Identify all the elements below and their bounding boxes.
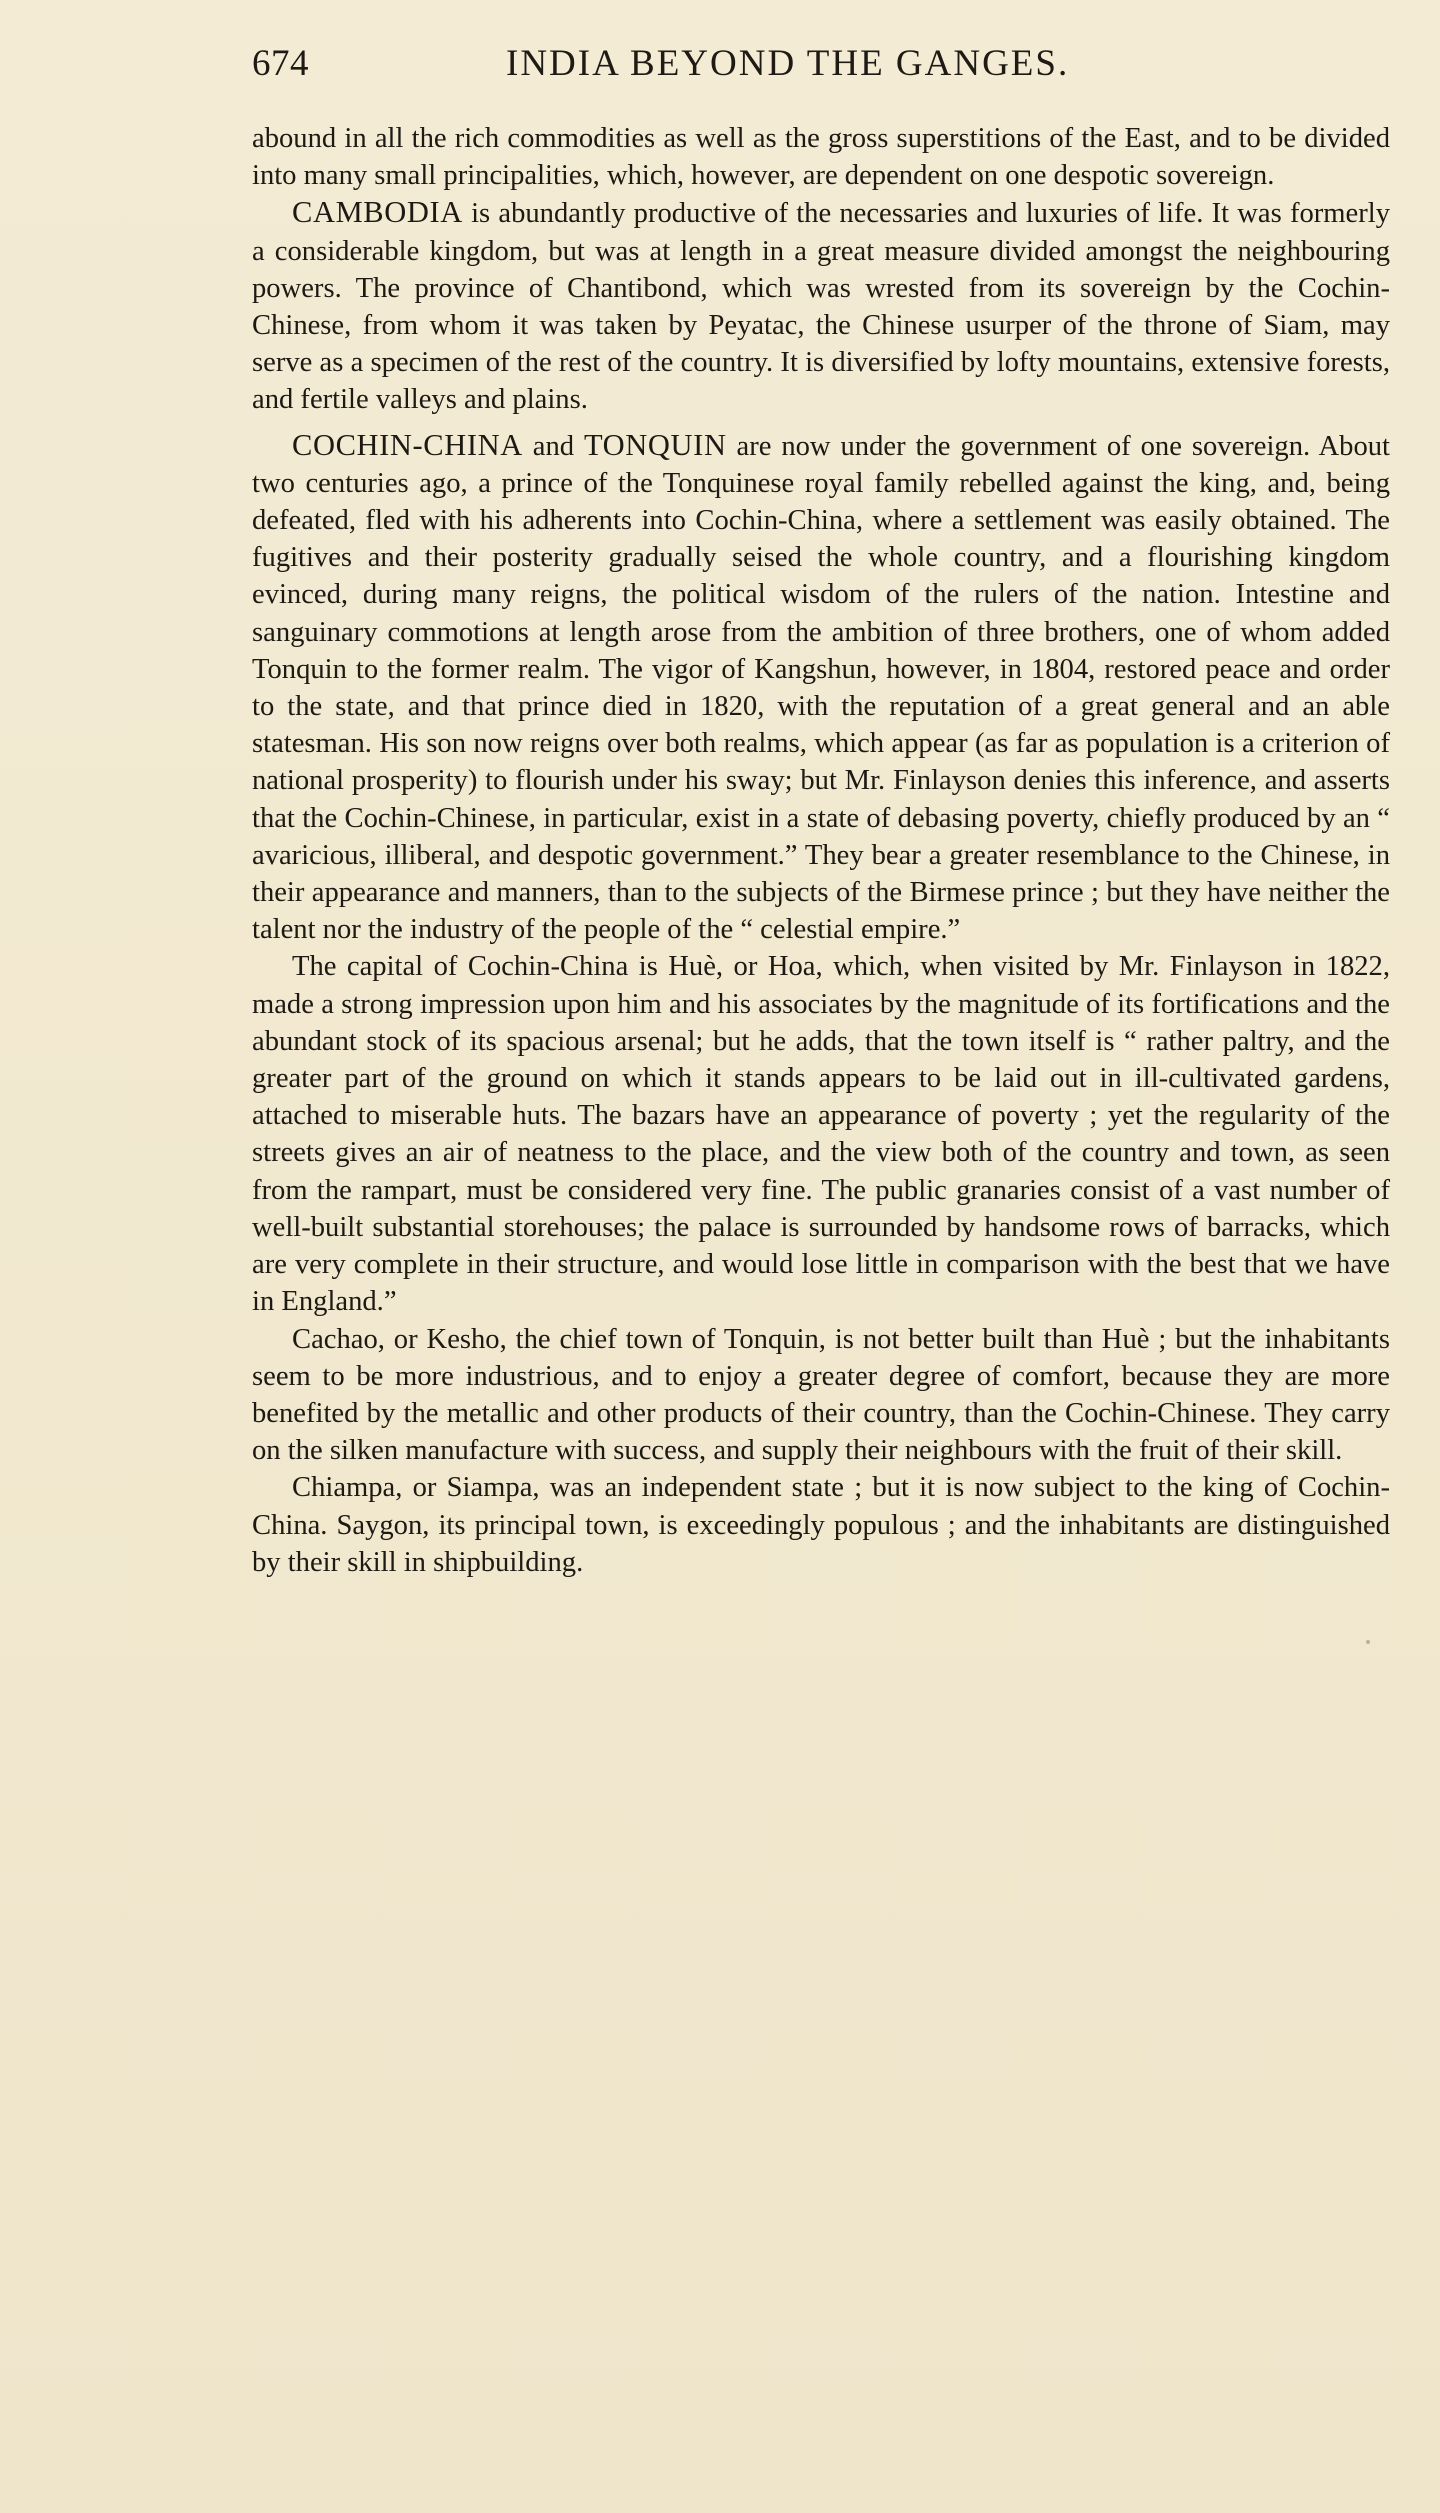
paragraph <box>252 194 1390 418</box>
paper-speck <box>1366 1640 1370 1644</box>
page-number: 674 <box>252 43 309 84</box>
paragraph-text: are now under the government of one sovereign. About two centuries ago, a prince of the Tonquinese royal family rebelled against the king, and, being defeated, fled with his adherents into Cochin-China, where a settlement was easily obtained. The fugitives and their posterity gradually seised the whole country, and a flourishing kingdom evinced, during many reigns, the political wisdom of the rulers of the nation. Intestine and sanguinary commotions at length arose from the ambition of three brothers, one of whom added Tonquin to the former realm. The vigor of Kangshun, however, in 1804, restored peace and order to the state, and that prince died in 1820, with the reputation of a great general and an able statesman. His son now reigns over both realms, which appear (as far as population is a criterion of national prosperity) to flourish under his sway; but Mr. Finlayson denies this inference, and asserts that the Cochin-Chinese, in particular, exist in a state of debasing poverty, chiefly produced by an “ avaricious, illiberal, and despotic government.” They bear a greater resemblance to the Chinese, in their appearance and manners, than to the subjects of the Birmese prince ; but they have neither the talent nor the industry of the people of the “ celestial empire.” <box>252 430 1390 946</box>
paragraph <box>252 1469 1390 1581</box>
page-header <box>252 42 1392 92</box>
paragraph-text: The capital of Cochin-China is Huè, or Hoa, which, when visited by Mr. Finlayson in 1822, made a strong impression upon him and his associates by the magnitude of its fortifications and the abundant stock of its spacious arsenal; but he adds, that the town itself is “ rather paltry, and the greater part of the ground on which it stands appears to be laid out in ill-cultivated gardens, attached to miserable huts. The bazars have an appearance of poverty ; yet the regularity of the streets gives an air of neatness to the place, and the view both of the country and town, as seen from the rampart, must be considered very fine. The public granaries consist of a vast number of well-built substantial storehouses; the palace is surrounded by handsome rows of barracks, which are very complete in their structure, and would lose little in comparison with the best that we have in England.” <box>252 951 1390 1318</box>
paragraph <box>252 427 1390 949</box>
section-lead-cambodia: CAMBODIA <box>292 195 463 230</box>
paragraph-text: Chiampa, or Siampa, was an independent state ; but it is now subject to the king of Cochin-China. Saygon, its principal town, is exceedingly populous ; and the inhabitants are distinguished by their skill in shipbuilding. <box>252 1472 1390 1578</box>
body-text <box>252 120 1390 1581</box>
paragraph <box>252 948 1390 1320</box>
paragraph-text: is abundantly productive of the necessaries and luxuries of life. It was formerly a considerable kingdom, but was at length in a great measure divided amongst the neighbouring powers. The province of Chantibond, which was wrested from its sovereign by the Cochin-Chinese, from whom it was taken by Peyatac, the Chinese usurper of the throne of Siam, may serve as a specimen of the rest of the country. It is diversified by lofty mountains, extensive forests, and fertile valleys and plains. <box>252 198 1390 416</box>
paragraph <box>252 120 1390 194</box>
running-title: INDIA BEYOND THE GANGES. <box>506 43 1070 84</box>
paragraph-text: Cachao, or Kesho, the chief town of Tonquin, is not better built than Huè ; but the inhabitants seem to be more industrious, and to enjoy a greater degree of comfort, because they are more benefited by the metallic and other products of their country, than the Cochin-Chinese. They carry on the silken manufacture with success, and supply their neighbours with the fruit of their skill. <box>252 1323 1390 1467</box>
paragraph <box>252 1321 1390 1470</box>
section-lead-tonquin: TONQUIN <box>584 427 727 462</box>
lead-conjunction: and <box>522 430 584 462</box>
paragraph-text: abound in all the rich commodities as well as the gross superstitions of the East, and to be divided into many small principalities, which, however, are dependent on one despotic sovereign. <box>252 123 1390 192</box>
section-lead-cochin-china: COCHIN-CHINA <box>292 427 523 462</box>
